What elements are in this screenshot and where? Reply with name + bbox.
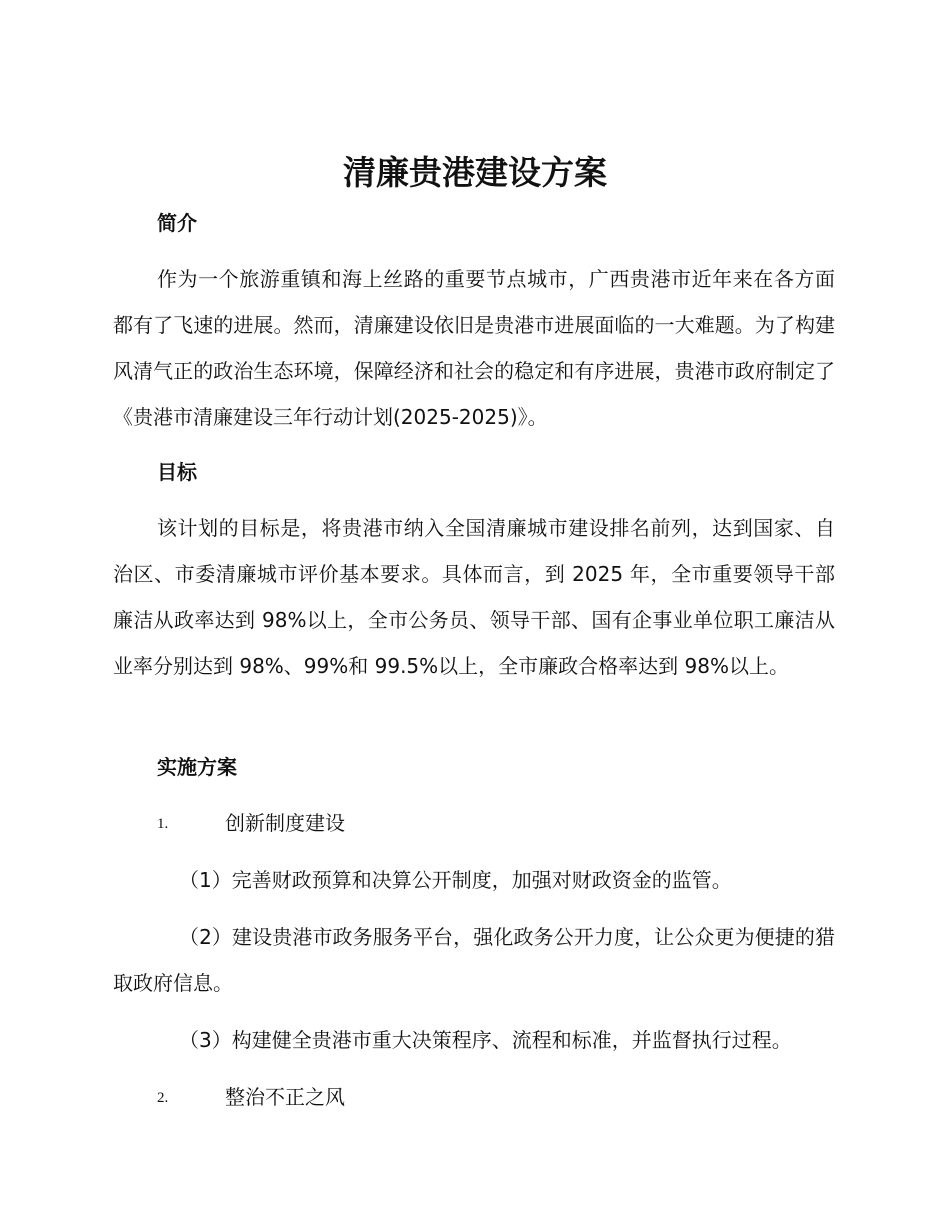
heading-plan: 实施方案 bbox=[157, 755, 237, 779]
heading-goal: 目标 bbox=[157, 460, 197, 484]
paragraph-goal: 该计划的目标是，将贵港市纳入全国清廉城市建设排名前列，达到国家、自治区、市委清廉城市评价基本要求。具体而言，到 2025 年，全市重要领导干部廉洁从政率达到 98%以上，全市公务员、领导干部、国有企事业单位职工廉洁从业率分别达到 98%、99%和 99.5%以上，全市廉政合格率达到 98%以上。 bbox=[113, 516, 835, 678]
paragraph-intro: 作为一个旅游重镇和海上丝路的重要节点城市，广西贵港市近年来在各方面都有了飞速的进展。然而，清廉建设依旧是贵港市进展面临的一大难题。为了构建风清气正的政治生态环境，保障经济和社会的稳定和有序进展，贵港市政府制定了《贵港市清廉建设三年行动计划(2025-2025)》。 bbox=[113, 267, 835, 429]
list-item-number-2: 2. bbox=[157, 1090, 169, 1106]
sub-item-1: （1）完善财政预算和决算公开制度，加强对财政资金的监管。 bbox=[179, 868, 732, 892]
document-title: 清廉贵港建设方案 bbox=[343, 153, 607, 192]
sub-item-2: （2）建设贵港市政务服务平台，强化政务公开力度，让公众更为便捷的猎取政府信息。 bbox=[113, 925, 835, 995]
list-item-number-1: 1. bbox=[157, 816, 169, 832]
heading-intro: 简介 bbox=[157, 211, 197, 235]
sub-item-3: （3）构建健全贵港市重大决策程序、流程和标准，并监督执行过程。 bbox=[179, 1028, 792, 1052]
list-item-title-1: 创新制度建设 bbox=[225, 811, 345, 835]
list-item-title-2: 整治不正之风 bbox=[225, 1085, 345, 1109]
